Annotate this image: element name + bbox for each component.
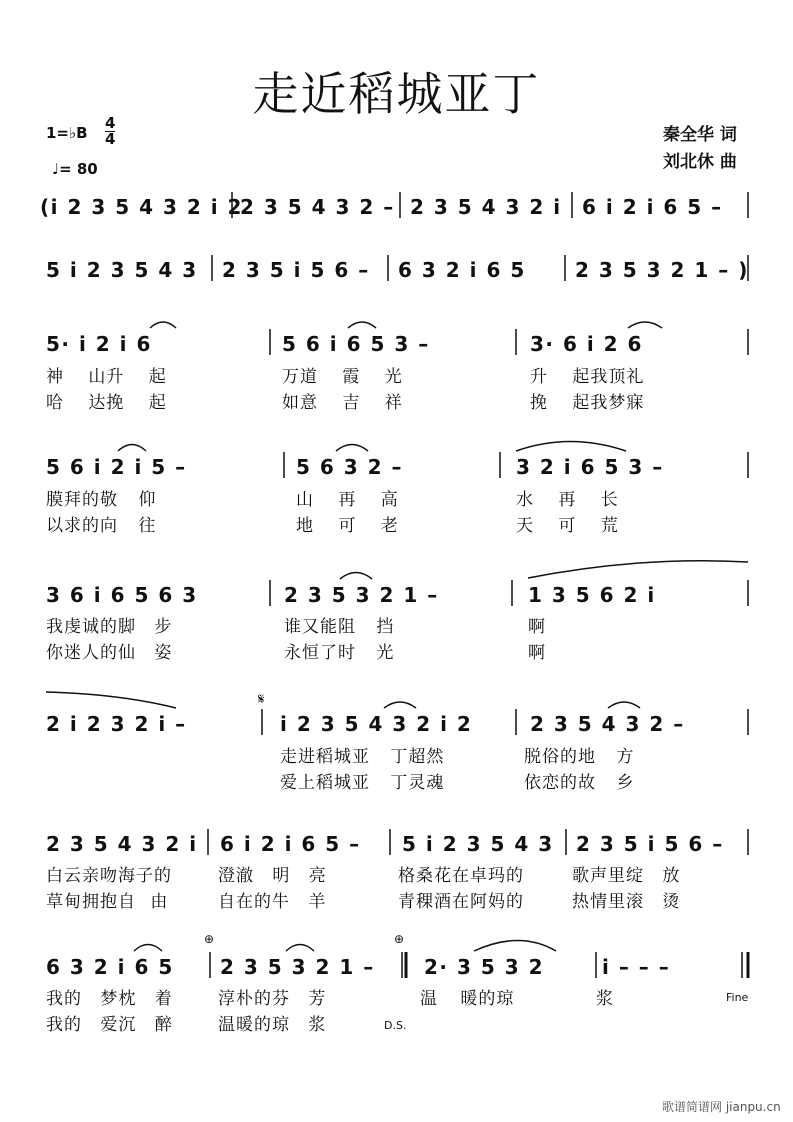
- lyrics-r6-v2-m2: 爱上稻城亚 丁灵魂: [280, 773, 445, 793]
- lyrics-r7-v2-m1: 草甸拥抱自 由: [46, 892, 169, 912]
- lyrics-r5-v1-m2: 谁又能阻 挡: [284, 617, 395, 637]
- notes-r2-m4: 2 3 5 3 2 1 – ): [575, 258, 749, 282]
- lyrics-r4-v1-m1: 膜拜的敬 仰: [46, 490, 157, 510]
- lyrics-r7-v2-m2: 自在的牛 羊: [218, 892, 327, 912]
- lyrics-r5-v2-m1: 你迷人的仙 姿: [46, 643, 173, 663]
- coda-sign-2: ⊕: [394, 932, 405, 946]
- notes-r7-m4: 2 3 5 i 5 6 –: [576, 832, 724, 856]
- segno-sign: 𝄋: [258, 690, 265, 708]
- slur: [150, 322, 176, 328]
- ds-marking: D.S.: [384, 1019, 407, 1032]
- slur: [384, 702, 416, 708]
- notes-r8-m1: 6 3 2 i 6 5: [46, 955, 174, 979]
- key-signature: 1=♭B: [46, 124, 88, 142]
- notes-r3-m1: 5· i 2 i 6: [46, 332, 152, 356]
- lyrics-r8-v2-m2: 温暖的琼 浆: [218, 1015, 327, 1035]
- lyrics-r3-v2-m2: 如意 吉 祥: [282, 393, 403, 413]
- time-signature-top: 4: [105, 114, 116, 132]
- slur: [474, 941, 556, 952]
- lyrics-r4-v2-m3: 天 可 荒: [516, 516, 619, 536]
- lyrics-r4-v2-m1: 以求的向 往: [46, 516, 157, 536]
- slur: [46, 692, 176, 708]
- notes-r5-m1: 3 6 i 6 5 6 3: [46, 583, 198, 607]
- notes-r2-m3: 6 3 2 i 6 5: [398, 258, 526, 282]
- notes-r7-m2: 6 i 2 i 6 5 –: [220, 832, 361, 856]
- lyrics-r3-v1-m2: 万道 霞 光: [282, 367, 403, 387]
- notes-r7-m1: 2 3 5 4 3 2 i: [46, 832, 198, 856]
- notes-r4-m2: 5 6 3 2 –: [296, 455, 404, 479]
- lyrics-r7-v1-m3: 格桑花在卓玛的: [398, 866, 524, 886]
- slur: [348, 322, 376, 328]
- notes-r1-m1: (i 2 3 5 4 3 2 i 2: [40, 195, 243, 219]
- lyrics-r8-v1-m2: 淳朴的芬 芳: [218, 989, 327, 1009]
- lyrics-r7-v1-m4: 歌声里绽 放: [572, 866, 681, 886]
- lyrics-r5-v2-m3: 啊: [528, 643, 546, 663]
- notes-r3-m3: 3· 6 i 2 6: [530, 332, 643, 356]
- slur: [340, 573, 372, 580]
- lyrics-r4-v1-m2: 山 再 高: [296, 490, 399, 510]
- notes-r1-m2: 2 3 5 4 3 2 –: [240, 195, 395, 219]
- notes-r6-m2: i 2 3 5 4 3 2 i 2: [280, 712, 473, 736]
- notes-r3-m2: 5 6 i 6 5 3 –: [282, 332, 430, 356]
- notes-r4-m1: 5 6 i 2 i 5 –: [46, 455, 187, 479]
- slur: [118, 445, 146, 452]
- notes-r5-m2: 2 3 5 3 2 1 –: [284, 583, 439, 607]
- notes-r8-m2: 2 3 5 3 2 1 –: [220, 955, 375, 979]
- lyrics-r6-v1-m3: 脱俗的地 方: [524, 747, 635, 767]
- lyrics-r3-v2-m1: 哈 达挽 起: [46, 393, 167, 413]
- lyrics-r4-v2-m2: 地 可 老: [296, 516, 399, 536]
- lyrics-r7-v2-m3: 青稞酒在阿妈的: [398, 892, 524, 912]
- notes-r2-m1: 5 i 2 3 5 4 3: [46, 258, 198, 282]
- notes-r1-m4: 6 i 2 i 6 5 –: [582, 195, 723, 219]
- lyrics-r8-v1-m4: 浆: [596, 989, 614, 1009]
- lyrics-r8-v1-m1: 我的 梦枕 着: [46, 989, 173, 1009]
- lyricist-credit: 秦全华 词: [663, 125, 737, 145]
- notes-r6-m1: 2 i 2 3 2 i –: [46, 712, 187, 736]
- time-signature-bottom: 4: [105, 130, 116, 148]
- lyrics-r6-v1-m2: 走进稻城亚 丁超然: [280, 747, 445, 767]
- lyrics-r5-v1-m3: 啊: [528, 617, 546, 637]
- notes-r1-m3: 2 3 5 4 3 2 i: [410, 195, 562, 219]
- lyrics-r5-v1-m1: 我虔诚的脚 步: [46, 617, 173, 637]
- composer-credit: 刘北休 曲: [663, 152, 737, 172]
- notes-r7-m3: 5 i 2 3 5 4 3: [402, 832, 554, 856]
- lyrics-r5-v2-m2: 永恒了时 光: [284, 643, 395, 663]
- lyrics-r6-v2-m3: 依恋的故 乡: [524, 773, 635, 793]
- lyrics-r4-v1-m3: 水 再 长: [516, 490, 619, 510]
- slur: [336, 445, 368, 452]
- notes-r8-m4: i – – –: [602, 955, 671, 979]
- notes-r8-m3: 2· 3 5 3 2: [424, 955, 545, 979]
- lyrics-r7-v1-m1: 白云亲吻海子的: [46, 866, 172, 886]
- lyrics-r8-v1-m3: 温 暖的琼: [420, 989, 515, 1009]
- slur: [608, 702, 640, 708]
- notes-r2-m2: 2 3 5 i 5 6 –: [222, 258, 370, 282]
- lyrics-r8-v2-m1: 我的 爱沉 醉: [46, 1015, 173, 1035]
- lyrics-r3-v1-m3: 升 起我顶礼: [530, 367, 645, 387]
- notes-r4-m3: 3 2 i 6 5 3 –: [516, 455, 664, 479]
- tempo-marking: ♩= 80: [52, 160, 98, 178]
- page-title: 走近稻城亚丁: [252, 67, 541, 121]
- lyrics-r3-v2-m3: 挽 起我梦寐: [530, 393, 645, 413]
- slur: [528, 561, 748, 578]
- lyrics-r7-v1-m2: 澄澈 明 亮: [218, 866, 327, 886]
- lyrics-r3-v1-m1: 神 山升 起: [46, 367, 167, 387]
- slur: [286, 945, 314, 952]
- watermark: 歌谱简谱网 jianpu.cn: [662, 1100, 781, 1114]
- slur: [134, 945, 162, 952]
- slur: [628, 322, 662, 328]
- coda-sign-1: ⊕: [204, 932, 215, 946]
- lyrics-r7-v2-m4: 热情里滚 烫: [572, 892, 681, 912]
- notes-r5-m3: 1 3 5 6 2 i: [528, 583, 656, 607]
- fine-marking: Fine: [726, 991, 749, 1004]
- slur: [516, 442, 626, 452]
- notes-r6-m3: 2 3 5 4 3 2 –: [530, 712, 685, 736]
